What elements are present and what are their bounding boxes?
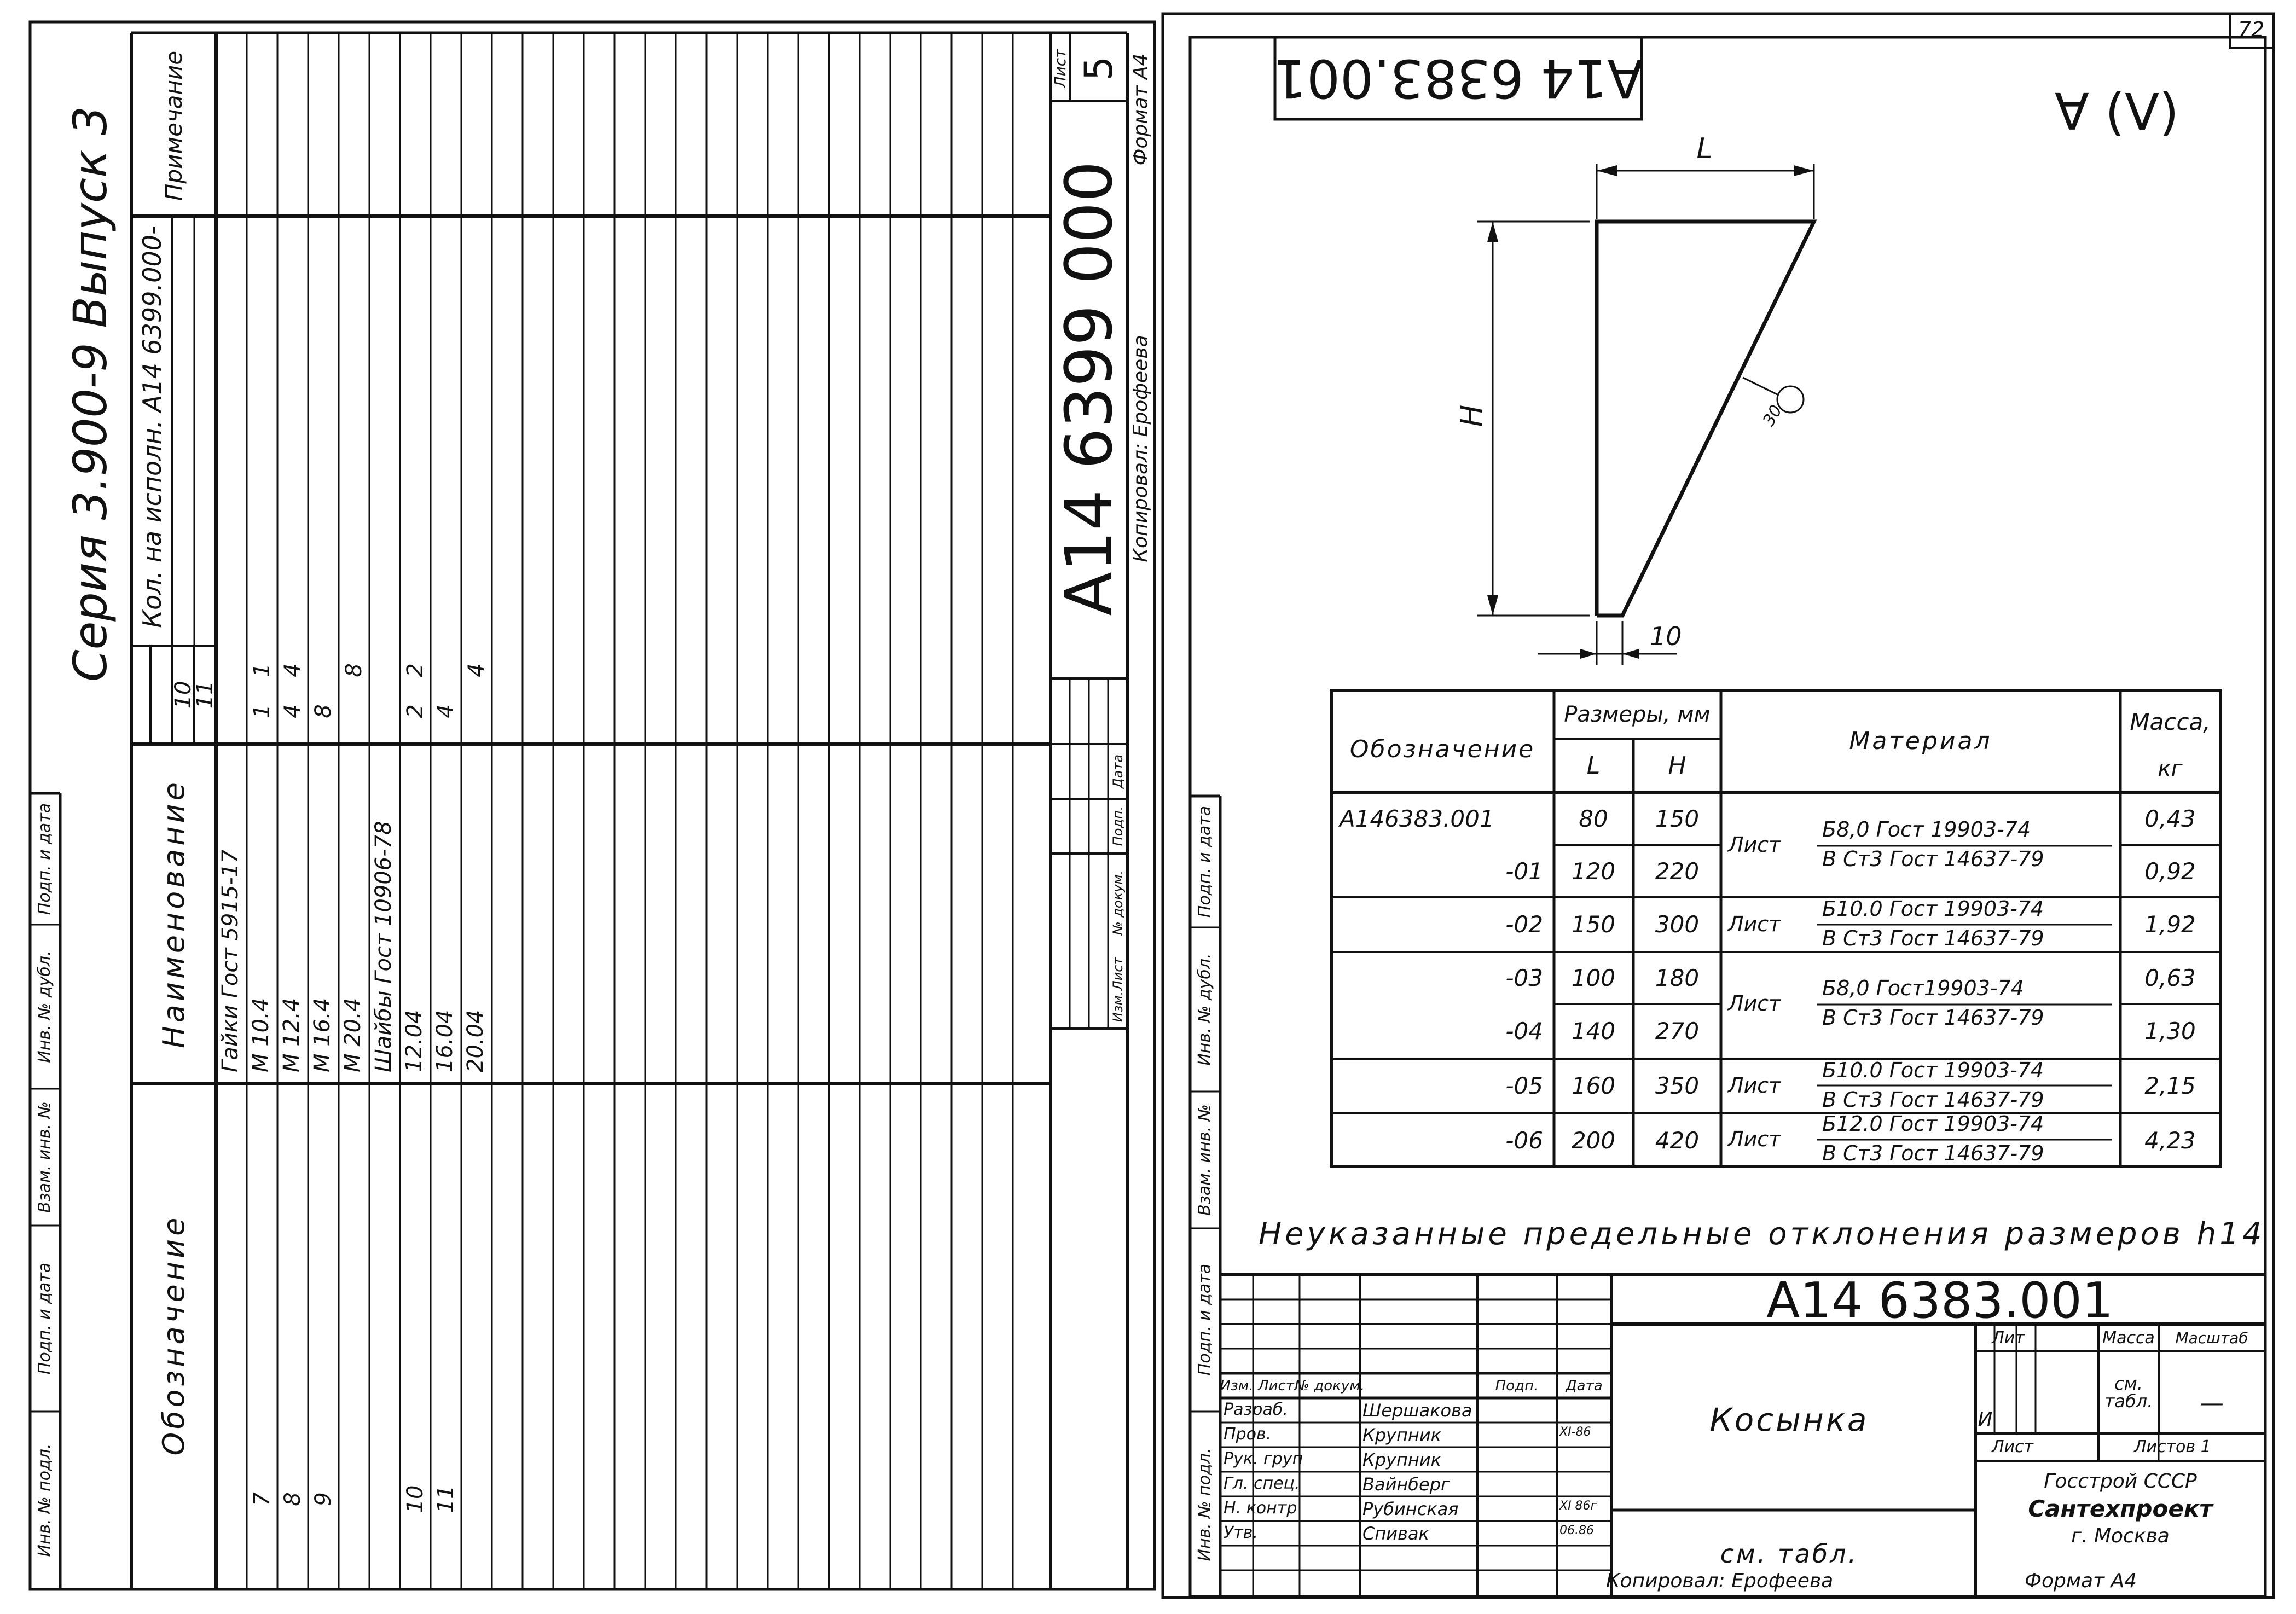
side-label-podp-data-1: Подп. и дата <box>35 1262 54 1375</box>
side-label-inv-dubl: Инв. № дубл. <box>35 950 54 1063</box>
spec-row-position: 7 <box>250 1492 275 1506</box>
tolerance-note: Неуказанные предельные отклонения размеров h14 <box>1259 1216 2265 1252</box>
title-block-col-header: Подп. <box>1495 1378 1539 1394</box>
row-mass: 0,92 <box>2144 858 2196 885</box>
material-prefix: Лист <box>1728 1073 1781 1098</box>
spec-row-qty-11: 1 <box>250 663 275 677</box>
col-designation-header: Обозначение <box>1349 735 1535 763</box>
row-mass: 1,92 <box>2144 911 2196 938</box>
scale-label: Масштаб <box>2175 1329 2248 1347</box>
row-designation: -01 <box>1505 858 1543 885</box>
lit-value: И <box>1978 1408 1993 1431</box>
name-header: Наименование <box>156 779 191 1048</box>
page-number: 72 <box>2238 18 2265 42</box>
row-mass: 1,30 <box>2144 1018 2196 1044</box>
row-h: 420 <box>1655 1127 1700 1154</box>
spec-row-name: М 12.4 <box>279 997 304 1072</box>
title-block-col-header: Лист <box>1258 1378 1294 1394</box>
copied-by: Копировал: Ерофеева <box>1129 335 1152 562</box>
role-label: Утв. <box>1224 1523 1258 1542</box>
stamp-col-list: Лист <box>1110 957 1126 991</box>
material-sheet-spec: Б10.0 Гост 19903-74 <box>1822 1058 2044 1082</box>
roughness-symbol: ∀ (V) <box>2055 83 2179 142</box>
material-sheet-spec: Б8,0 Гост19903-74 <box>1822 976 2024 1000</box>
sheet-label: Лист <box>1992 1437 2034 1456</box>
material-prefix: Лист <box>1728 991 1781 1015</box>
role-label: Пров. <box>1224 1425 1272 1444</box>
sheet-label: Лист <box>1051 49 1069 88</box>
row-h: 150 <box>1655 805 1700 832</box>
spec-row-name: М 16.4 <box>310 997 335 1072</box>
spec-row-position: 9 <box>311 1492 336 1506</box>
role-label: Разраб. <box>1224 1400 1288 1419</box>
col-mass-unit: кг <box>2158 756 2183 781</box>
side-label-inv-podl: Инв. № подл. <box>1195 1448 1214 1561</box>
material-sheet-spec: Б10.0 Гост 19903-74 <box>1822 897 2044 921</box>
dim-10-label: 10 <box>1650 622 1682 651</box>
role-name: Вайнберг <box>1362 1474 1450 1495</box>
designation-header: Обозначение <box>156 1214 191 1456</box>
doc-number: А14 6399 000 <box>1051 161 1127 616</box>
row-l: 140 <box>1571 1018 1616 1044</box>
role-date: XI 86г <box>1559 1499 1597 1513</box>
material-prefix: Лист <box>1728 912 1781 936</box>
spec-row-position: 10 <box>403 1485 428 1513</box>
col-11-header: 11 <box>193 681 218 709</box>
title-block-col-header: Изм. <box>1220 1378 1254 1394</box>
row-l: 150 <box>1571 911 1616 938</box>
stamp-col-podp: Подп. <box>1110 806 1126 846</box>
role-name: Спивак <box>1362 1523 1429 1544</box>
qty-header: Кол. на исполн. А14 6399.000- <box>137 225 167 628</box>
role-name: Рубинская <box>1362 1499 1459 1519</box>
spec-row-position: 8 <box>280 1492 305 1506</box>
scale-value: — <box>2200 1389 2224 1417</box>
role-name: Шершакова <box>1362 1400 1472 1421</box>
row-mass: 4,23 <box>2144 1127 2196 1154</box>
note-header: Примечание <box>160 50 187 201</box>
col-10-header: 10 <box>171 681 196 709</box>
sheet-number: 5 <box>1076 56 1121 81</box>
spec-row-qty-10: 1 <box>250 704 275 718</box>
role-label: Гл. спец. <box>1224 1474 1300 1493</box>
row-designation: -04 <box>1505 1018 1543 1044</box>
mass-label: Масса <box>2102 1328 2155 1348</box>
sheets-label: Листов 1 <box>2134 1437 2211 1456</box>
material-steel-spec: В Ст3 Гост 14637-79 <box>1822 847 2044 871</box>
row-h: 350 <box>1655 1072 1700 1099</box>
copied-by-bottom: Копировал: Ерофеева <box>1606 1570 1834 1592</box>
role-name: Крупник <box>1362 1449 1441 1470</box>
material-steel-spec: В Ст3 Гост 14637-79 <box>1822 926 2044 950</box>
role-name: Крупник <box>1362 1425 1441 1445</box>
side-label-vzam-inv: Взам. инв. № <box>35 1101 54 1213</box>
spec-row-name: М 10.4 <box>248 997 274 1072</box>
col-material-header: Материал <box>1849 727 1992 755</box>
row-designation: А146383.001 <box>1340 805 1494 832</box>
spec-row-name: 12.04 <box>402 1009 427 1072</box>
row-l: 160 <box>1571 1072 1616 1099</box>
title-block-col-header: № докум. <box>1294 1378 1365 1394</box>
row-l: 120 <box>1571 858 1616 885</box>
role-label: Рук. груп <box>1224 1449 1303 1468</box>
row-mass: 0,43 <box>2144 805 2196 832</box>
org-line-2: Сантехпроект <box>2028 1495 2213 1522</box>
org-line-3: г. Москва <box>2071 1525 2170 1547</box>
stamp-col-date: Дата <box>1110 754 1126 789</box>
weld-label: 30 <box>1759 402 1787 430</box>
mass-value: см. табл. <box>2104 1373 2153 1412</box>
spec-row-qty-11: 4 <box>464 663 489 677</box>
spec-row-name: 16.04 <box>432 1009 457 1072</box>
row-designation: -02 <box>1505 911 1543 938</box>
title-doc-number: А14 6383.001 <box>1766 1272 2114 1329</box>
spec-row-qty-10: 4 <box>280 704 305 718</box>
dim-l-label: L <box>1696 132 1713 165</box>
row-mass: 0,63 <box>2144 965 2196 991</box>
stamp-col-izm: Изм. <box>1110 991 1126 1023</box>
material-steel-spec: В Ст3 Гост 14637-79 <box>1822 1141 2044 1165</box>
spec-row-qty-11: 8 <box>341 663 367 677</box>
spec-row-qty-10: 4 <box>433 704 459 718</box>
dim-h-label: H <box>1454 404 1489 427</box>
spec-row-name: Шайбы Гост 10906-78 <box>371 821 396 1072</box>
material-prefix: Лист <box>1728 1127 1781 1151</box>
side-label-podp-data-2: Подп. и дата <box>1195 805 1214 918</box>
spec-row-qty-11: 2 <box>403 663 428 677</box>
material-ref: см. табл. <box>1720 1539 1859 1569</box>
spec-row-position: 11 <box>433 1485 459 1513</box>
format-bottom: Формат А4 <box>2025 1570 2137 1592</box>
format-label: Формат А4 <box>1129 53 1152 166</box>
col-sizes-header: Размеры, мм <box>1564 702 1711 727</box>
series-header: Серия 3.900-9 Выпуск 3 <box>63 106 117 682</box>
title-block-col-header: Дата <box>1566 1378 1603 1394</box>
col-h-header: H <box>1668 752 1686 780</box>
org-line-1: Госстрой СССР <box>2044 1470 2197 1493</box>
spec-row-qty-11: 4 <box>280 663 305 677</box>
row-h: 270 <box>1655 1018 1700 1044</box>
role-date: 06.86 <box>1559 1524 1594 1537</box>
row-h: 220 <box>1655 858 1700 885</box>
side-label-inv-dubl: Инв. № дубл. <box>1195 953 1214 1066</box>
row-designation: -03 <box>1505 965 1543 991</box>
part-title: Косынка <box>1709 1401 1869 1438</box>
row-designation: -06 <box>1505 1127 1543 1154</box>
row-l: 200 <box>1571 1127 1616 1154</box>
material-steel-spec: В Ст3 Гост 14637-79 <box>1822 1088 2044 1112</box>
role-date: XI-86 <box>1559 1425 1591 1439</box>
row-designation: -05 <box>1505 1072 1543 1099</box>
col-l-header: L <box>1586 752 1601 780</box>
row-h: 300 <box>1655 911 1700 938</box>
row-h: 180 <box>1655 965 1700 991</box>
spec-row-name: 20.04 <box>463 1009 488 1072</box>
spec-row-qty-10: 8 <box>311 704 336 718</box>
spec-row-name: Гайки Гост 5915-17 <box>218 849 243 1072</box>
material-prefix: Лист <box>1728 833 1781 857</box>
stamp-col-doc: № докум. <box>1110 870 1126 936</box>
spec-row-qty-10: 2 <box>403 704 428 718</box>
side-label-inv-podl: Инв. № подл. <box>35 1443 54 1557</box>
material-steel-spec: В Ст3 Гост 14637-79 <box>1822 1006 2044 1030</box>
spec-row-name: М 20.4 <box>340 997 366 1072</box>
side-label-vzam-inv: Взам. инв. № <box>1195 1104 1214 1216</box>
material-sheet-spec: Б8,0 Гост 19903-74 <box>1822 817 2031 841</box>
side-label-podp-data-1: Подп. и дата <box>1195 1263 1214 1376</box>
role-label: Н. контр <box>1224 1499 1297 1518</box>
material-sheet-spec: Б12.0 Гост 19903-74 <box>1822 1112 2044 1136</box>
row-l: 80 <box>1579 805 1608 832</box>
top-number: А14 6383.001 <box>1273 48 1644 109</box>
col-mass-header: Масса, <box>2130 709 2211 735</box>
row-mass: 2,15 <box>2144 1072 2196 1099</box>
lit-label: Лит <box>1992 1328 2025 1348</box>
row-l: 100 <box>1571 965 1616 991</box>
side-label-podp-data-2: Подп. и дата <box>35 803 54 915</box>
